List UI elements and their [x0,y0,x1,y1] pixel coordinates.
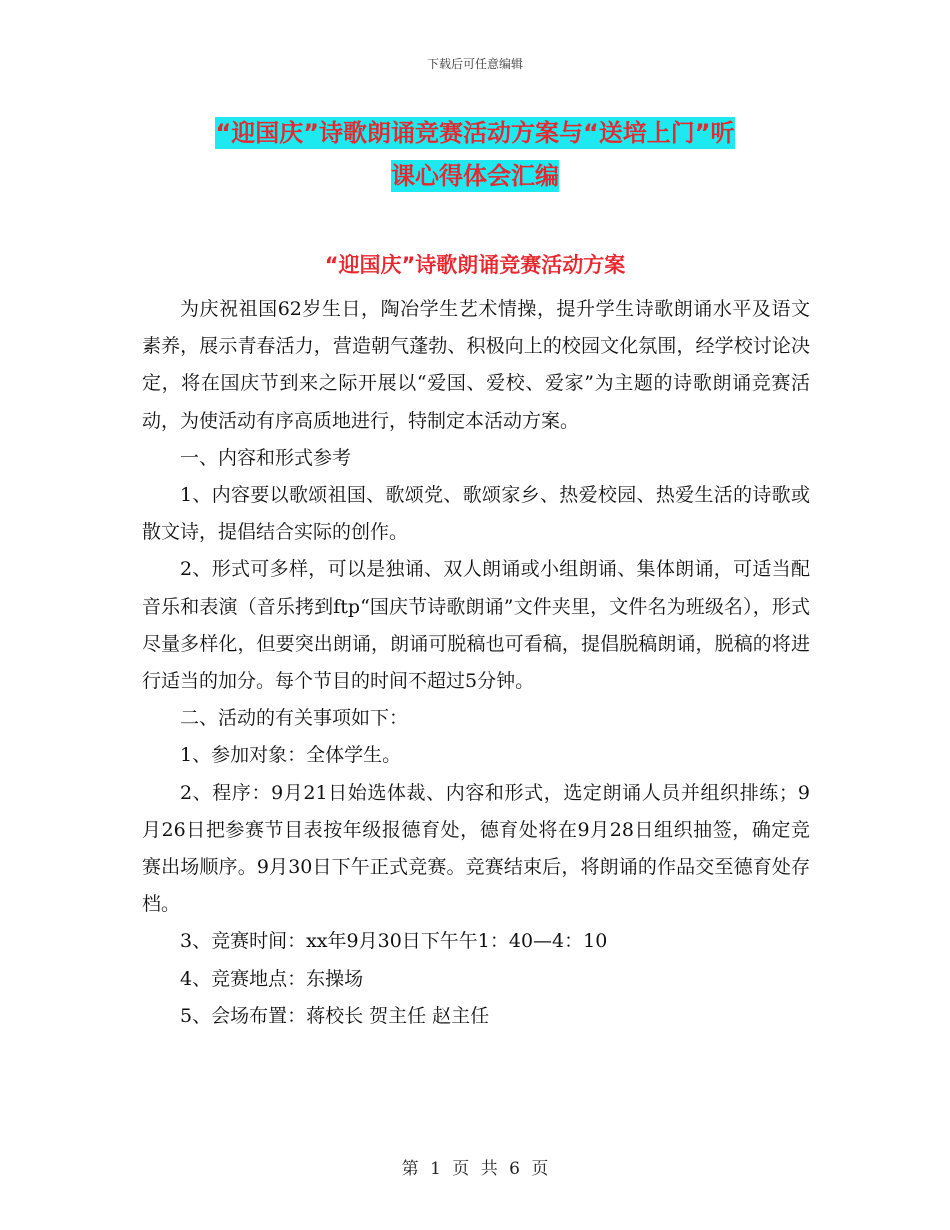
paragraph-procedure: 2、程序：9月21日始选体裁、内容和形式，选定朗诵人员并组织排练；9月26日把参赛节目表按年级报德育处，德育处将在9月28日组织抽签，确定竞赛出场顺序。9月30日下午正式竞赛。竞赛结束后，将朗诵的作品交至德育处存档。 [142,781,810,916]
paragraph-location: 4、竞赛地点：东操场 [180,967,364,990]
document-title-line-2: 课心得体会汇编 [391,162,559,190]
page-header-note: 下载后可任意编辑 [426,57,523,71]
page-footer: 第 1 页 共 6 页 [401,1159,549,1179]
heading-activity-items: 二、活动的有关事项如下： [180,707,409,730]
paragraph-intro: 为庆祝祖国62岁生日，陶冶学生艺术情操，提升学生诗歌朗诵水平及语文素养，展示青春活力，营造朝气蓬勃、积极向上的校园文化氛围，经学校讨论决定，将在国庆节到来之际开展以“爱国、爱校、爱家”为主题的诗歌朗诵竞赛活动，为使活动有序高质地进行，特制定本活动方案。 [142,298,810,432]
paragraph-participants: 1、参加对象：全体学生。 [180,744,402,767]
heading-content-form: 一、内容和形式参考 [180,446,352,469]
document-body [142,291,810,1035]
paragraph-time: 3、竞赛时间：xx年9月30日下午午1：40—4：10 [180,930,608,953]
paragraph-venue: 5、会场布置：蒋校长 贺主任 赵主任 [180,1004,490,1027]
section-title: “迎国庆”诗歌朗诵竞赛活动方案 [324,253,626,277]
document-title-line-1: “迎国庆”诗歌朗诵竞赛活动方案与“送培上门”听 [215,119,735,147]
paragraph-content: 1、内容要以歌颂祖国、歌颂党、歌颂家乡、热爱校园、热爱生活的诗歌或散文诗，提倡结合实际的创作。 [142,484,810,544]
paragraph-form: 2、形式可多样，可以是独诵、双人朗诵或小组朗诵、集体朗诵，可适当配音乐和表演（音乐拷到ftp“国庆节诗歌朗诵”文件夹里，文件名为班级名），形式尽量多样化，但要突出朗诵，朗诵可脱稿也可看稿，提倡脱稿朗诵，脱稿的将进行适当的加分。每个节目的时间不超过5分钟。 [142,558,810,693]
